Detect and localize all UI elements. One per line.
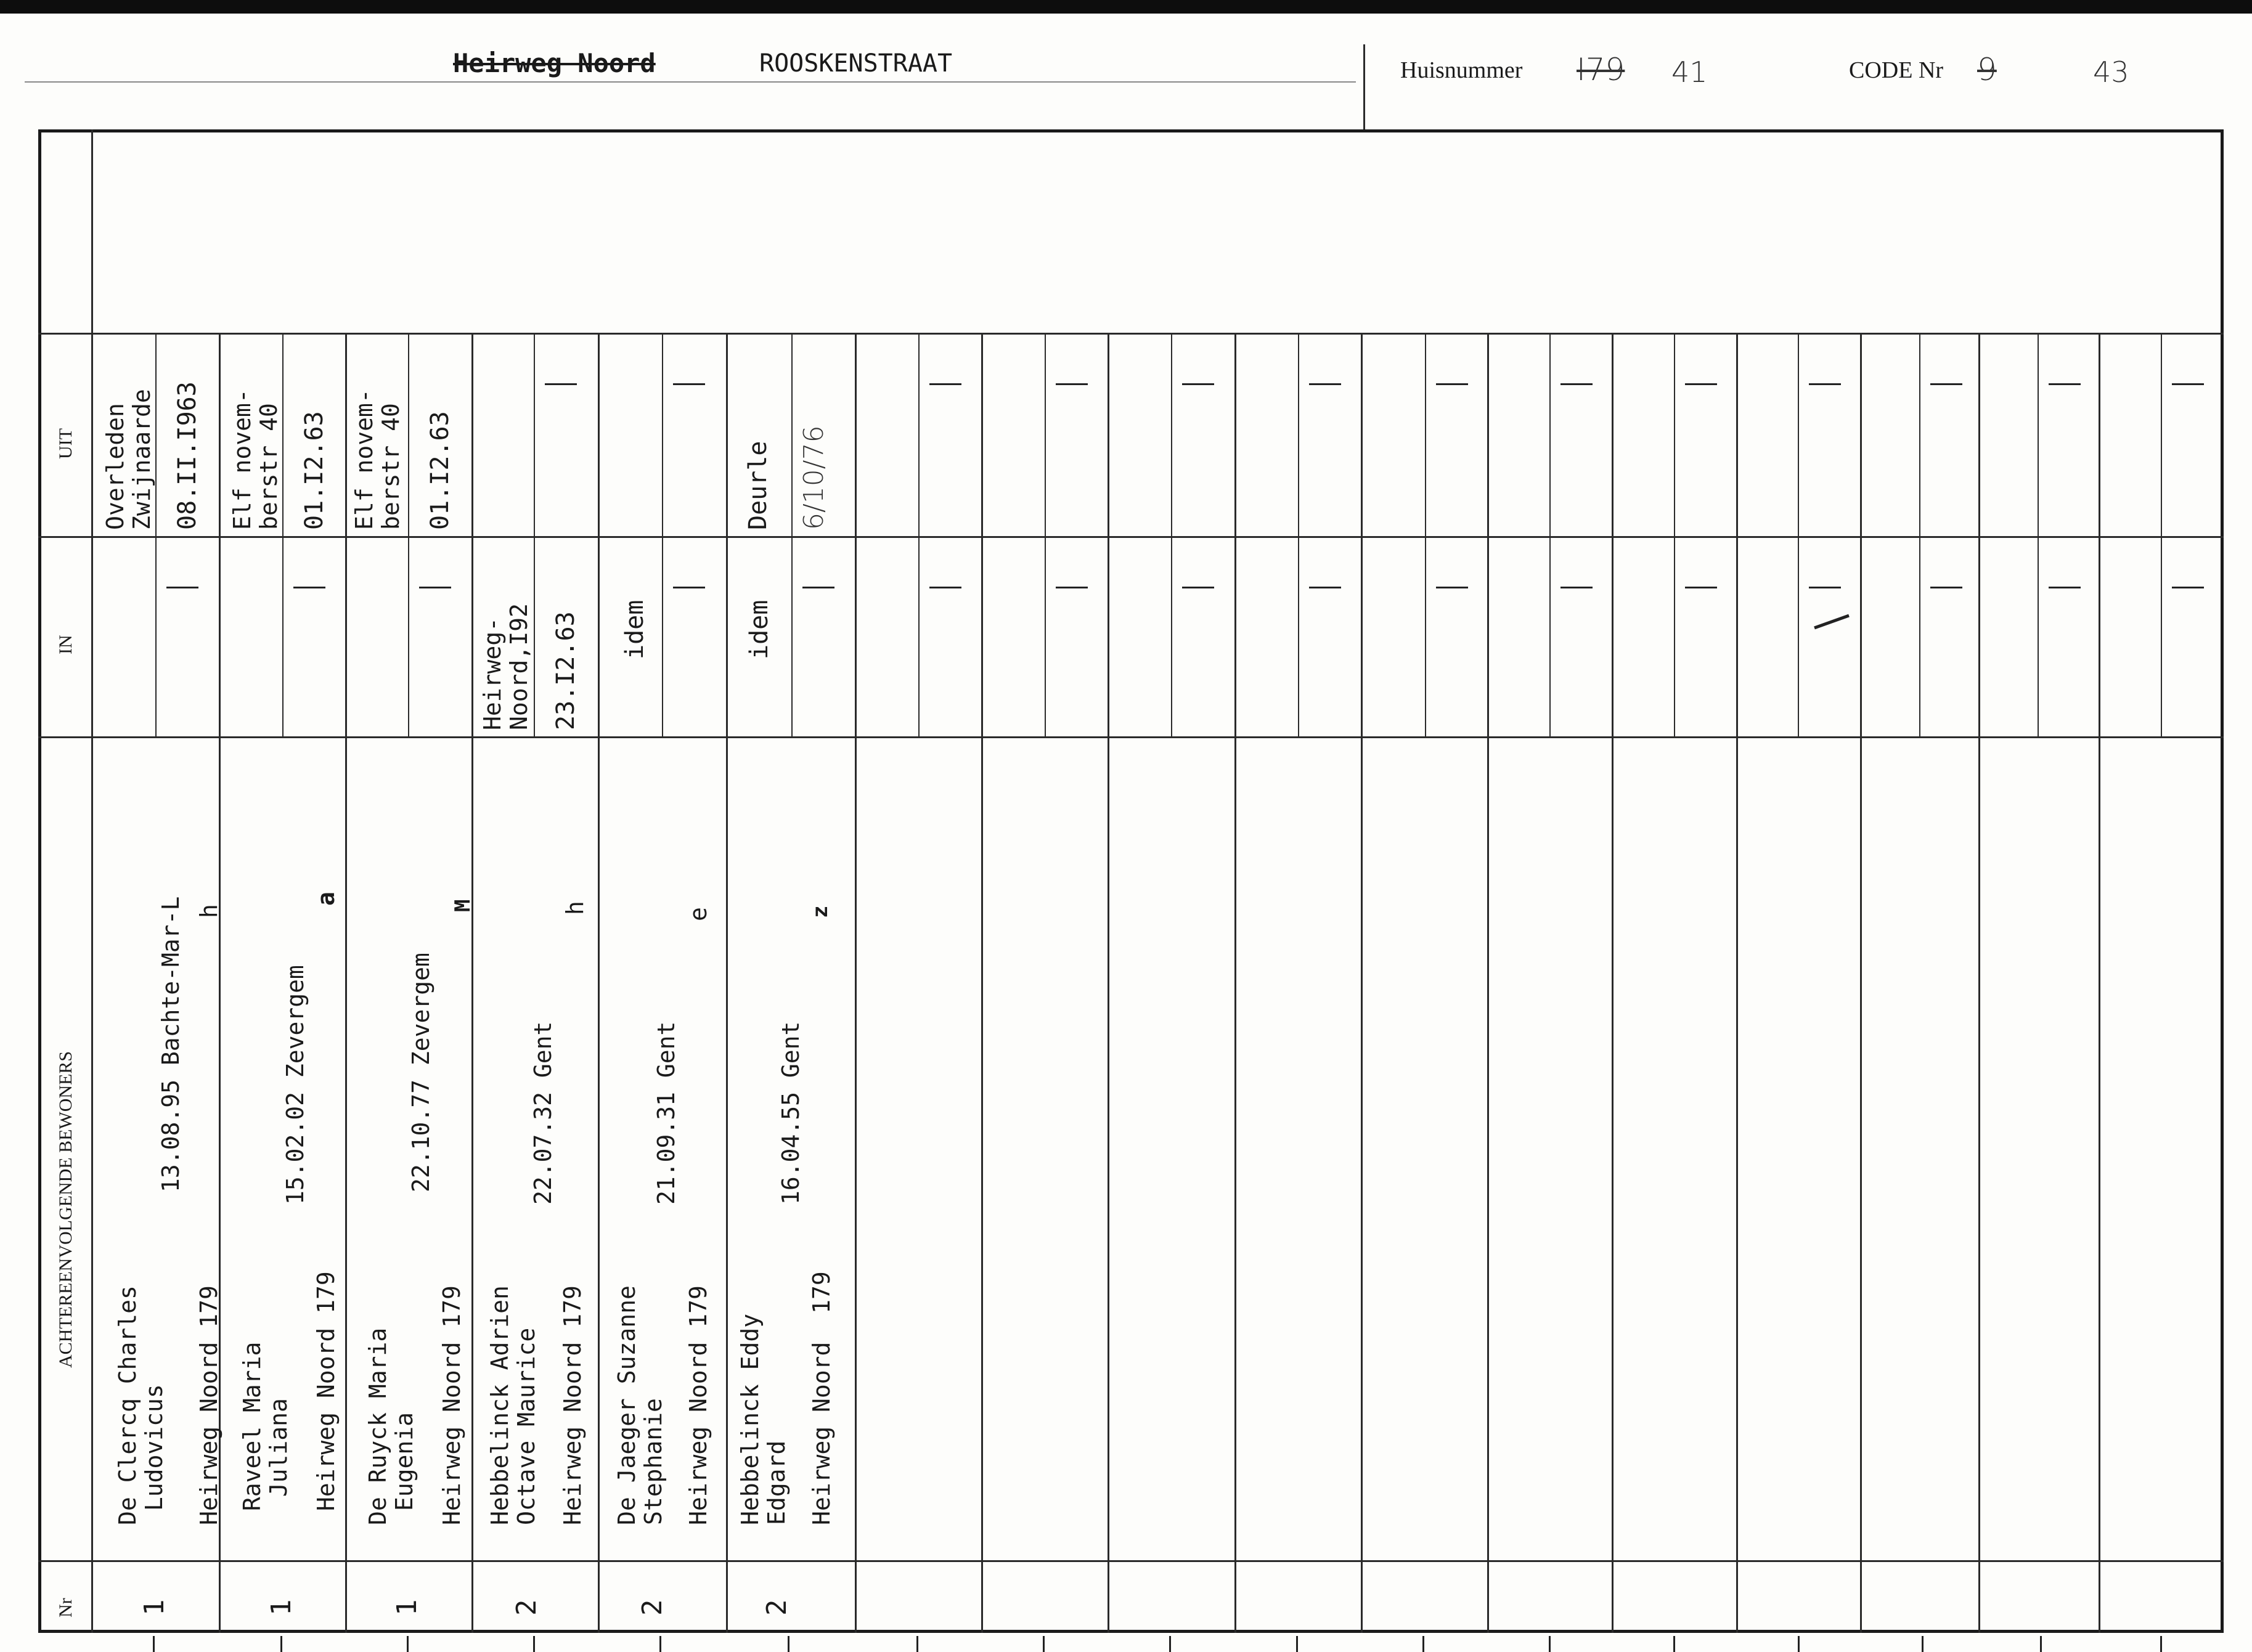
bottom-edge-tick bbox=[916, 1636, 918, 1652]
row-divider-uit-top bbox=[38, 333, 2224, 335]
empty-entry-dash bbox=[166, 587, 198, 588]
subcolumn-divider bbox=[408, 333, 409, 536]
column-divider bbox=[1736, 736, 1738, 1633]
column-divider bbox=[726, 736, 728, 1633]
bottom-edge-tick bbox=[153, 1636, 155, 1652]
column-divider bbox=[1361, 736, 1363, 1633]
bottom-edge-tick bbox=[1169, 1636, 1171, 1652]
subcolumn-divider bbox=[2038, 536, 2039, 736]
subcolumn-divider bbox=[1425, 536, 1426, 736]
empty-entry-dash bbox=[1182, 587, 1214, 588]
empty-entry-dash bbox=[1685, 383, 1717, 385]
bottom-edge-tick bbox=[407, 1636, 409, 1652]
empty-entry-dash bbox=[1056, 383, 1088, 385]
empty-entry-dash bbox=[2172, 383, 2204, 385]
code-number-label: CODE Nr bbox=[1849, 57, 1944, 83]
empty-entry-dash bbox=[929, 383, 961, 385]
subcolumn-divider bbox=[1298, 536, 1299, 736]
house-number-old: I79 bbox=[1577, 52, 1625, 87]
empty-entry-dash bbox=[293, 587, 325, 588]
bottom-edge-tick bbox=[1422, 1636, 1424, 1652]
empty-entry-dash bbox=[1056, 587, 1088, 588]
bottom-edge-tick bbox=[2160, 1636, 2162, 1652]
column-divider-upper bbox=[1860, 333, 1862, 736]
empty-entry-dash bbox=[2172, 587, 2204, 588]
subcolumn-divider bbox=[1798, 333, 1799, 536]
subcolumn-divider bbox=[282, 536, 284, 736]
empty-entry-dash bbox=[1182, 383, 1214, 385]
scan-top-edge bbox=[0, 0, 2252, 14]
house-number-new: 41 bbox=[1671, 55, 1708, 89]
empty-entry-dash bbox=[673, 587, 705, 588]
row-divider-in-top bbox=[38, 536, 2224, 538]
column-divider bbox=[471, 736, 473, 1633]
column-divider bbox=[345, 736, 347, 1633]
row-divider-nr-top bbox=[38, 1560, 2224, 1562]
pen-stroke-mark bbox=[1812, 607, 1861, 638]
column-divider bbox=[855, 736, 857, 1633]
column-divider-upper bbox=[219, 333, 221, 736]
empty-entry-dash bbox=[419, 587, 451, 588]
subcolumn-divider bbox=[155, 333, 157, 536]
subcolumn-divider bbox=[1919, 333, 1920, 536]
column-divider-upper bbox=[855, 333, 857, 736]
column-divider bbox=[1860, 736, 1862, 1633]
subcolumn-divider bbox=[534, 536, 535, 736]
old-street-name: Heirweg Noord bbox=[453, 48, 656, 78]
subcolumn-divider bbox=[155, 536, 157, 736]
column-divider-upper bbox=[1487, 333, 1489, 736]
column-divider-upper bbox=[1978, 333, 1980, 736]
column-divider-upper bbox=[1736, 333, 1738, 736]
column-divider-upper bbox=[1361, 333, 1363, 736]
subcolumn-divider bbox=[662, 333, 663, 536]
subcolumn-divider bbox=[1549, 536, 1551, 736]
column-divider-upper bbox=[345, 333, 347, 736]
subcolumn-divider bbox=[791, 333, 793, 536]
column-divider-upper bbox=[726, 333, 728, 736]
empty-entry-dash bbox=[1560, 587, 1593, 588]
empty-entry-dash bbox=[1436, 383, 1468, 385]
empty-entry-dash bbox=[673, 383, 705, 385]
empty-entry-dash bbox=[1560, 383, 1593, 385]
subcolumn-divider bbox=[1425, 333, 1426, 536]
empty-entry-dash bbox=[1436, 587, 1468, 588]
bottom-edge-tick bbox=[1798, 1636, 1800, 1652]
subcolumn-divider bbox=[1674, 536, 1675, 736]
subcolumn-divider bbox=[1798, 536, 1799, 736]
empty-entry-dash bbox=[1685, 587, 1717, 588]
column-divider-upper bbox=[1234, 333, 1236, 736]
subcolumn-divider bbox=[791, 536, 793, 736]
subcolumn-divider bbox=[282, 333, 284, 536]
bottom-edge-tick bbox=[1673, 1636, 1675, 1652]
column-divider bbox=[598, 736, 600, 1633]
subcolumn-divider bbox=[2161, 536, 2162, 736]
bottom-edge-tick bbox=[788, 1636, 789, 1652]
street-name: ROOSKENSTRAAT bbox=[759, 49, 953, 78]
empty-entry-dash bbox=[1930, 587, 1962, 588]
empty-entry-dash bbox=[545, 383, 577, 385]
subcolumn-divider bbox=[1674, 333, 1675, 536]
empty-entry-dash bbox=[1809, 383, 1841, 385]
subcolumn-divider bbox=[1919, 536, 1920, 736]
empty-entry-dash bbox=[1809, 587, 1841, 588]
bottom-edge-tick bbox=[659, 1636, 661, 1652]
subcolumn-divider bbox=[1045, 536, 1046, 736]
column-divider bbox=[2099, 736, 2100, 1633]
empty-entry-dash bbox=[802, 587, 834, 588]
house-number-label: Huisnummer bbox=[1400, 57, 1523, 83]
empty-entry-dash bbox=[1930, 383, 1962, 385]
subcolumn-divider bbox=[1171, 333, 1172, 536]
column-divider-upper bbox=[2099, 333, 2100, 736]
column-divider bbox=[1978, 736, 1980, 1633]
bottom-edge-tick bbox=[1549, 1636, 1551, 1652]
column-divider-upper bbox=[598, 333, 600, 736]
bottom-edge-tick bbox=[1296, 1636, 1298, 1652]
subcolumn-divider bbox=[918, 333, 920, 536]
column-divider bbox=[1234, 736, 1236, 1633]
row-divider-residents-top bbox=[38, 736, 2224, 738]
header-dotted-rule bbox=[25, 81, 1356, 83]
subcolumn-divider bbox=[1549, 333, 1551, 536]
column-divider-upper bbox=[1108, 333, 1109, 736]
empty-entry-dash bbox=[929, 587, 961, 588]
column-divider-upper bbox=[471, 333, 473, 736]
empty-entry-dash bbox=[2049, 587, 2081, 588]
bottom-edge-tick bbox=[533, 1636, 535, 1652]
bottom-edge-tick bbox=[1043, 1636, 1045, 1652]
column-divider bbox=[1108, 736, 1109, 1633]
header-divider bbox=[1363, 44, 1365, 131]
subcolumn-divider bbox=[1171, 536, 1172, 736]
bottom-edge-tick bbox=[2040, 1636, 2042, 1652]
empty-entry-dash bbox=[1309, 383, 1341, 385]
code-number-new: 43 bbox=[2093, 55, 2129, 89]
subcolumn-divider bbox=[2161, 333, 2162, 536]
bottom-edge-tick bbox=[280, 1636, 282, 1652]
subcolumn-divider bbox=[534, 333, 535, 536]
column-divider bbox=[1487, 736, 1489, 1633]
subcolumn-divider bbox=[1045, 333, 1046, 536]
empty-entry-dash bbox=[1309, 587, 1341, 588]
subcolumn-divider bbox=[1298, 333, 1299, 536]
column-divider bbox=[981, 736, 983, 1633]
subcolumn-divider bbox=[662, 536, 663, 736]
subcolumn-divider bbox=[2038, 333, 2039, 536]
column-divider-upper bbox=[981, 333, 983, 736]
code-number-old: 9 bbox=[1977, 52, 1997, 87]
column-divider-upper bbox=[1612, 333, 1614, 736]
empty-entry-dash bbox=[2049, 383, 2081, 385]
column-divider bbox=[1612, 736, 1614, 1633]
subcolumn-divider bbox=[918, 536, 920, 736]
bottom-edge-tick bbox=[1922, 1636, 1924, 1652]
label-column-divider bbox=[91, 129, 93, 1633]
subcolumn-divider bbox=[408, 536, 409, 736]
